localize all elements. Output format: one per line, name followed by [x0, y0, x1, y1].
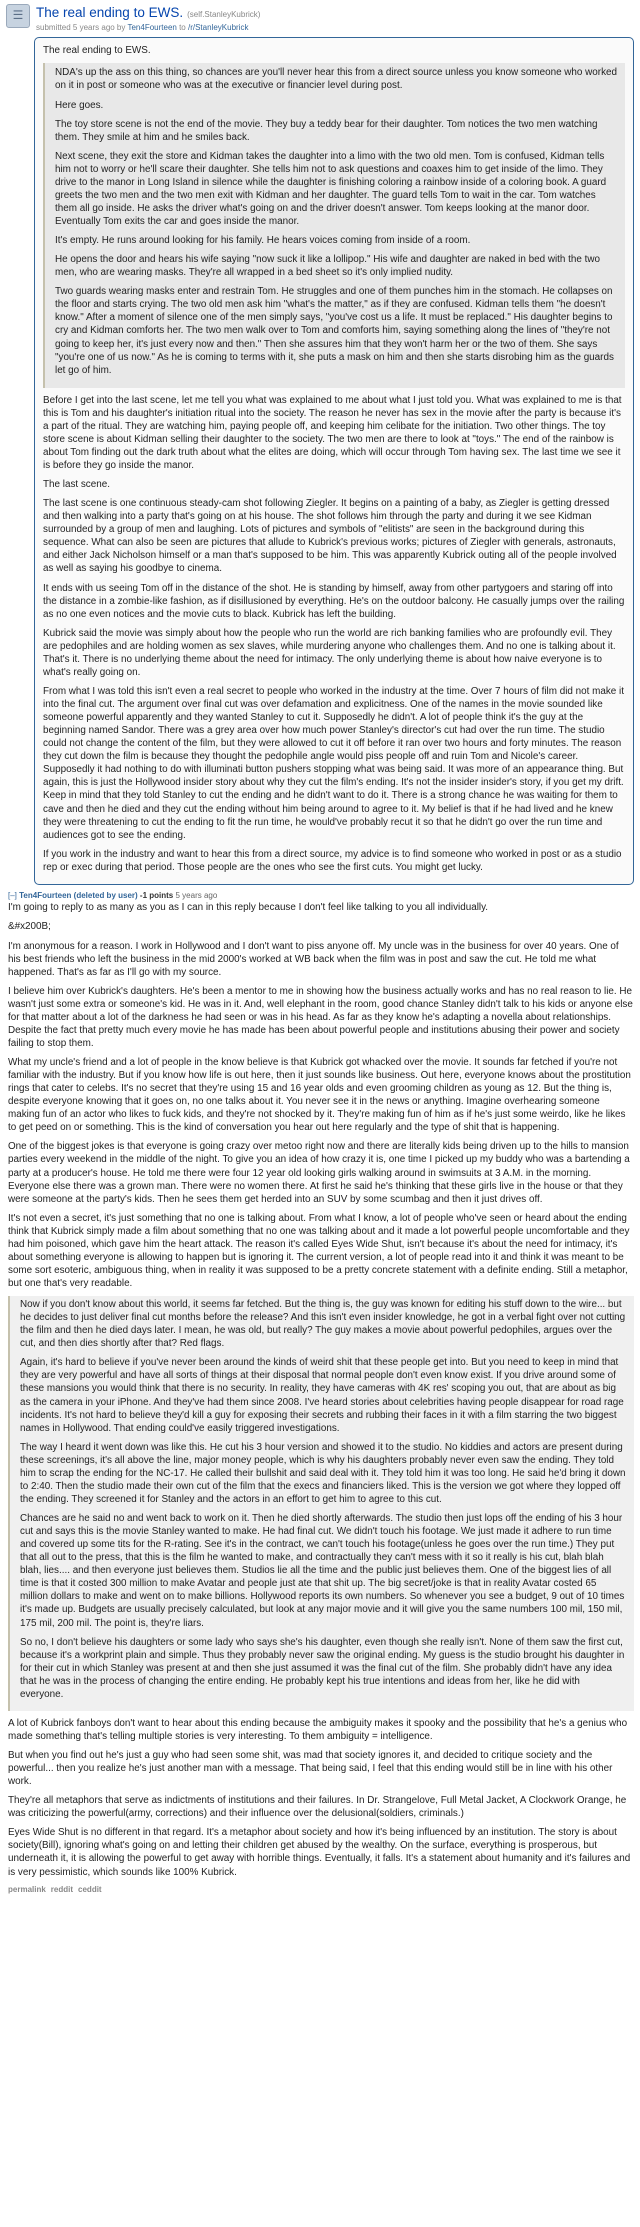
- comment-paragraph: &#x200B;: [8, 921, 51, 933]
- text-post-icon[interactable]: ☰: [6, 4, 30, 28]
- quote-paragraph: NDA's up the ass on this thing, so chances are you'll never hear this from a direct source unless you know someone who worked on it in post or someone who was at the executive or financier level during post.: [55, 67, 617, 92]
- permalink-button[interactable]: permalink: [8, 1884, 46, 1894]
- to-label: to: [179, 22, 186, 32]
- comment-paragraph: But when you find out he's just a guy who had seen some shit, was mad that society ignores it, and decided to critique society and the powerful... then you realize he's just another man with a message. That being said, I feel that this ending would still be in line with his other work.: [8, 1750, 613, 1788]
- comment-body: [8, 901, 634, 1878]
- submission-meta: [36, 4, 260, 33]
- comment-quote-paragraph: Chances are he said no and went back to work on it. Then he died shortly afterwards. The studio then just lops off the ending of his 3 hour cut and says this is the movie Stanley wanted to make. He had final cut. We didn't touch his footage. We just made it adhere to run time and covered up some tits for the R-rating. See it's in the contract, we can't touch his footage(unless he goes over the run time.) They put that all out to the press, that this is the film he wanted to make, and contractually they can't mess with it so it really is his cut, blah blah blah, lies.... and then everyone just believes them. Studios lie all the time and the public just believes them. One of the biggest lies of all time is that it costed 300 million to make Avatar and people just ate that shit up. The big secret/joke is that in reality Avatar costed 65 million dollars to make and went on to make billions. Hollywood reports its own numbers. So whenever you see a budget, 9 out of 10 times it's made up. Budgets are usually precisely calculated, but look at any major movie and it will give you the same numbers 100 mil, 150 mil, 175 mil, 200 mil. The point is, they're liars.: [20, 1513, 625, 1629]
- post-selftext: [34, 37, 634, 885]
- post-tagline: [36, 23, 260, 34]
- comment: [0, 889, 640, 1899]
- comment-paragraph: I believe him over Kubrick's daughters. He's been a mentor to me in showing how the business actually works and has no real reason to lie. He wasn't just some extra or someone's kid. He was in it. And, well elephant in the room, good chance Stanley didn't talk to his kids or anyone else for that matter about a lot of the darkness he had seen or was in his head. As far as they know he's adapting a novella about relationships. Despite the fact that pretty much every movie he has made has been about powerful people and institutions abusing their power and society failing to stop them.: [8, 985, 633, 1049]
- comment-paragraph: I'm going to reply to as many as you as I can in this reply because I don't feel like talking to you all individually.: [8, 902, 489, 914]
- comment-author[interactable]: Ten4Fourteen (deleted by user): [19, 890, 138, 900]
- submission-header: [0, 0, 640, 35]
- comment-quote: [8, 1296, 634, 1711]
- comment-age: 5 years ago: [175, 890, 218, 900]
- comment-paragraph: I'm anonymous for a reason. I work in Hollywood and I don't want to piss anyone off. My uncle was in the business for over 40 years. One of his best friends who left the business in the mid 2000's worked at WB back when the film was in post and saw the cut. He told me what happened. That's as far as I'll go with my source.: [8, 940, 619, 978]
- selftext-paragraph: Kubrick said the movie was simply about how the people who run the world are rich banking families who are profoundly evil. They are pedophiles and are holding women as sex slaves, while murdering anyone who challenges them. And no one is talking about it. That's it. There is no underlying theme about the need for intimacy. The only underlying theme is about how naive everyone is to what's really going on.: [43, 627, 616, 678]
- selftext-paragraph: From what I was told this isn't even a real secret to people who worked in the industry at the time. Over 7 hours of film did not make it into the final cut. The argument over final cut was over defamation and explicitness. One of the names in the movie sounded like someone powerful apparently and they wanted Stanley to cut it. Supposedly he didn't. A lot of people think it's the guy at the beginning named Sandor. There was a grey area over how much power Stanley's director's cut had over the run time. The studio could not change the content of the film, but they were allowed to cut it off before it ran over two hours and forty minutes. The reason they cut down the film is because they thought the pedophile angle would piss people off and ruin Tom and Nicole's career. Supposedly it had nothing to do with illuminati button pushers stopping what was being said. It was more of an appearance thing. But again, this is just the Hollywood insider story about why they cut the film's ending. It's not the insider insider's story, if you get my drift. Keep in mind that they told Stanley to cut the ending and he didn't want to do it. There is a strong chance he was waiting for them to cave and then he died and they cut the ending without him being around to agree to it. My belief is that if he had lived and he knew they were threatening to cut the ending to fit the run time, he would've probably recut it so that he didn't go over the run time and audiences got to see the ending.: [43, 685, 624, 841]
- post-domain[interactable]: (self.StanleyKubrick): [187, 10, 261, 19]
- comment-paragraph: A lot of Kubrick fanboys don't want to hear about this ending because the ambiguity makes it spooky and the possibility that he's a genius who made something that's telling multiple stories is very interesting. To them ambiguity = intelligence.: [8, 1717, 628, 1742]
- selftext-paragraph: The last scene is one continuous steady-cam shot following Ziegler. It begins on a painting of a baby, as Ziegler is getting dressed and then walking into a party that's going on at his house. The shot follows him through the party and during it we see Kidman surrounded by a group of men and laughing. Lots of pictures and symbols of "elitists" are seen in the background during this sequence. What can also be seen are pictures that allude to Kubrick's previous works; pictures of Ziegler with generals, astronauts, and either Jack Nicholson himself or a man that's supposed to be him. This was apparently Kubrick outing all of the people involved as well as saying his goodbye to cinema.: [43, 498, 617, 575]
- quote-paragraph: It's empty. He runs around looking for his family. He hears voices coming from inside of a room.: [55, 235, 471, 247]
- ceddit-button[interactable]: ceddit: [78, 1884, 102, 1894]
- selftext-paragraph: If you work in the industry and want to hear this from a direct source, my advice is to find someone who worked in post or as a studio rep or exec during that period. Those people are the ones who see the first cuts. You might get lucky.: [43, 848, 622, 873]
- quote-paragraph: He opens the door and hears his wife saying "now suck it like a lollipop." His wife and daughter are naked in bed with the two men, who are wearing masks. They're all wrapped in a bed sheet so it's only implied nudity.: [55, 254, 600, 279]
- subreddit-link[interactable]: /r/StanleyKubrick: [187, 22, 249, 32]
- comment-paragraph: What my uncle's friend and a lot of people in the know believe is that Kubrick got whacked over the movie. It sounds far fetched if you're not familiar with the industry. But if you know how life is out here, then it just sounds like business. Out here, everyone knows about the prostitution rings that cater to celebs. It's no secret that they're using 15 and 16 year olds and even grooming children as young as 12. But the thing is, despite everyone knowing that it goes on, no one talks about it. You never see it in the news or anything. Imagine overhearing someone making fun of an actor who likes to fuck kids, and they're not shocked by it. They're making fun of him as if he's just some weirdo, like he likes to get peed on or something. This is the kind of conversation you hear out here regularly and the type of shit that is happening.: [8, 1057, 631, 1134]
- comment-paragraph: They're all metaphors that serve as indictments of institutions and their failures. In Dr. Strangelove, Full Metal Jacket, A Clockwork Orange, he was criticizing the powerful(army, corrections) and their influence over the delusional(soldiers, criminals.): [8, 1795, 627, 1820]
- comment-quote-paragraph: The way I heard it went down was like this. He cut his 3 hour version and showed it to the studio. No kiddies and actors are present during these screenings, it's all above the line, major money people, which is why his daughters probably never even saw the ending. They told him to scrap the ending for the NC-17. He called their bullshit and said deal with it. They told him it was too long. He said he'd bring it down to 2:40. Then the studio made their own cut of the film that the execs and financiers liked. This is the version we got where they lopped off the ending. They screened it for Stanley and the actors in an effort to get him to agree to this cut.: [20, 1441, 626, 1505]
- selftext-paragraph: It ends with us seeing Tom off in the distance of the shot. He is standing by himself, away from other partygoers and staring off into the distance in a zombie-like fashion, as if disillusioned by everything. He's on the outdoor balcony. He casually jumps over the railing as no one even notices and the movie cuts to black. Kubrick has left the building.: [43, 582, 625, 620]
- selftext-intro: The real ending to EWS.: [43, 45, 151, 57]
- comment-buttons: [8, 1885, 634, 1896]
- collapse-toggle[interactable]: [–]: [8, 890, 17, 900]
- submitted-label: submitted 5 years ago by: [36, 22, 126, 32]
- quote-paragraph: Two guards wearing masks enter and restrain Tom. He struggles and one of them punches him in the stomach. He collapses on the floor and starts crying. The two old men ask him "what's the matter," as if they are confused. Kidman tells them "he doesn't know." After a moment of silence one of the men simply says, "you've cost us a life. It must be replaced." His daughter begins to cry and Kidman comforts her. The two men walk over to Tom and comforts him, saying something along the lines of "they're not going to keep her, it's just every now and then." Then she assures him that they won't harm her or the two of them. She says "you're one of us now." As he is coming to terms with it, she puts a mask on him and then she starts disrobing him as the guards let go of him.: [55, 286, 614, 376]
- selftext-paragraph: Before I get into the last scene, let me tell you what was explained to me about what I just told you. What was explained to me is that this is Tom and his daughter's initiation ritual into the society. The reason he never has sex in the movie after the party is because it's a part of the ritual. They are watching him, paying people off, and keeping him celibate for the initiation. Two other things. The toy store scene is about Kidman selling their daughter to the society. The two men are there to look at "toys." The end of the rainbow is about Tom finding out the dark truth about what the elites are doing, which will occur through Tom having sex. The last time we see it is before they go inside the manor.: [43, 394, 622, 472]
- quote-paragraph: The toy store scene is not the end of the movie. They buy a teddy bear for their daughter. Tom notices the two men watching them. They smile at him and he smiles back.: [55, 118, 598, 143]
- post-title[interactable]: The real ending to EWS.: [36, 5, 184, 20]
- comment-quote-paragraph: So no, I don't believe his daughters or some lady who says she's his daughter, even though she really isn't. None of them saw the first cut, because it's a workprint plain and simple. Thus they probably never saw the original ending. My guess is the studio brought his daughter in for their cut in which Stanley was present at and then she just assumed it was the final cut of the film. She probably didn't have any idea that he was in the process of changing the entire ending. He probably kept his true intentions and ideas from her, like he did with everyone.: [20, 1636, 625, 1700]
- comment-quote-paragraph: Now if you don't know about this world, it seems far fetched. But the thing is, the guy was known for editing his stuff down to the wire... but he decides to just deliver final cut months before the release? And this isn't even insider knowledge, he got in a verbal fight over not cutting the film and then he died days later. I mean, he was old, but really? The guy makes a movie about powerful pedophiles, argues over the cut, and then dies shortly after that? Red flags.: [20, 1299, 626, 1350]
- comment-paragraph: It's not even a secret, it's just something that no one is talking about. From what I know, a lot of people who've seen or heard about the ending think that Kubrick simply made a film about something that no one was talking about and it made a lot powerful people uncomfortable and they had him poisoned, which gave him the heart attack. The reason it's called Eyes Wide Shut, isn't because it's about the need for intimacy, it's about something everyone is allowing to happen but is ignoring it. The current version, a lot of people read into it and think it was meant to be some sort esoteric, ambiguous thing, when in reality it was supposed to be a pretty concrete statement with a definite ending. Still a metaphor, but one that's very readable.: [8, 1212, 630, 1290]
- comment-paragraph: Eyes Wide Shut is no different in that regard. It's a metaphor about society and how it's being influenced by an institution. The story is about society(Bill), ignoring what's going on and letting their children get abused by the wealthy. On the surface, everything is prosperous, but underneath it, it is allowing the powerful to get away with horrible things. Eventually, it falls. It's a statement about humanity and it's failures and is very pessimistic, which sounds like 100% Kubrick.: [8, 1827, 631, 1878]
- quote-paragraph: Here goes.: [55, 99, 104, 111]
- comment-tagline: [8, 891, 634, 902]
- post-author[interactable]: Ten4Fourteen: [127, 22, 177, 32]
- quote-paragraph: Next scene, they exit the store and Kidman takes the daughter into a limo with the two old men. Tom is confused, Kidman tells him not to worry or he'll scare their daughter. She tells him not to ask questions and coaxes him to get inside of the limo. They drive to the manor in Long Island in silence while the daughter is finishing coloring a rainbow inside of a coloring book. A guard greets the two men and the two men exit with Kidman and her daughter. The guard tells Tom to wait in the car. Tom watches them all go inside. He asks the driver what's going on and the driver doesn't answer. Tom keeps looking at the manor door. Eventually Tom exits the car and goes inside the manor.: [55, 150, 607, 228]
- selftext-quote: [43, 63, 625, 387]
- reddit-button[interactable]: reddit: [50, 1884, 74, 1894]
- comment-score: -1 points: [139, 890, 174, 900]
- comment-quote-paragraph: Again, it's hard to believe if you've never been around the kinds of weird shit that these people get into. But you need to keep in mind that they are very powerful and have all sorts of things at their disposal that normal people don't even know exist. If you drive around some of these mansions you would think that there is no security. In reality, they have cameras with 4K res' scoping you out, that are about as big as the camera in your iPhone. And they've had them since 2008. I've heard stories about celebrities having people disappear for road rage incidents. It's not hard to believe they'd kill a guy for exposing their secrets and rubbing their faces in it with a film starring the two biggest names in Hollywood. That ending could've easily triggered investigations.: [20, 1357, 624, 1434]
- selftext-paragraph: The last scene.: [43, 479, 110, 491]
- comment-paragraph: One of the biggest jokes is that everyone is going crazy over metoo right now and there are literally kids being driven up to the hills to mansion parties every weekend in the middle of the night. To give you an idea of how crazy it is, one time I picked up my buddy who was a bartending a party at a producer's house. He told me there were four 12 year old looking girls walking around in swimsuits at 3 A.M. in the morning. Everyone else there was a grown man. There were no women there. At first he said he's thinking that these girls live in the house or that they were someone at the party's kids. Then he sees them get herded into an SUV by some scumbag and then it just drives off.: [8, 1141, 630, 1205]
